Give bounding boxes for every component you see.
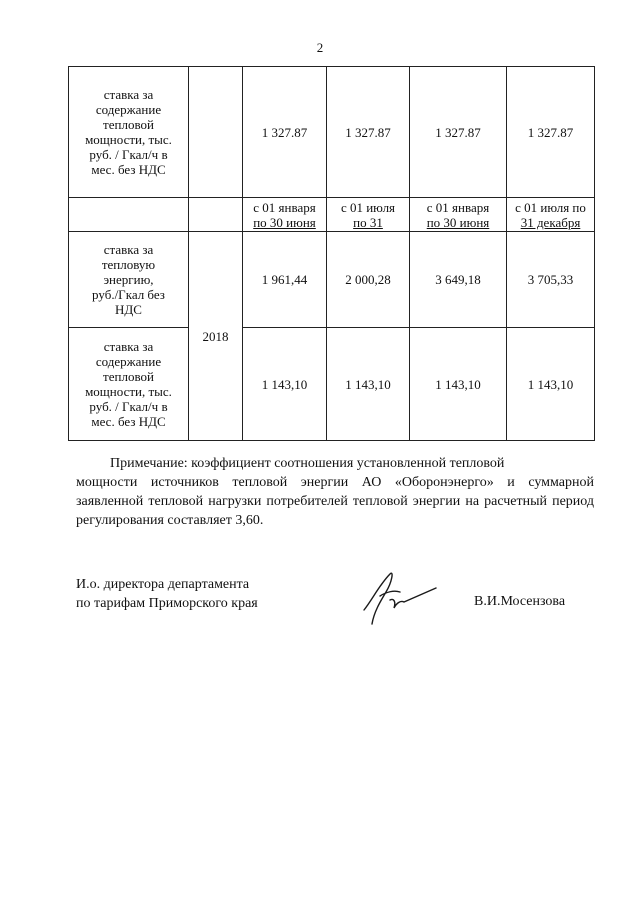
value-cell: 1 143,10	[410, 328, 507, 441]
value-cell: 1 143,10	[243, 328, 327, 441]
rate-label-capacity: ставка за содержание тепловой мощности, тыс. руб. / Гкал/ч в мес. без НДС	[69, 67, 189, 198]
period-row	[69, 198, 595, 232]
signatory-title: И.о. директора департамента по тарифам Приморского края	[76, 577, 258, 611]
tariff-table	[68, 66, 595, 441]
table-row	[69, 232, 595, 328]
value-cell: 1 327.87	[507, 67, 595, 198]
empty-cell	[189, 198, 243, 232]
empty-cell	[69, 198, 189, 232]
period-cell: с 01 июля по 31 декабря	[507, 198, 595, 232]
period-cell: с 01 июля по 31	[327, 198, 410, 232]
page-number: 2	[316, 40, 324, 55]
signatory-name: В.И.Мосензова	[474, 594, 566, 609]
table-row	[69, 328, 595, 441]
rate-label-capacity: ставка за содержание тепловой мощности, тыс. руб. / Гкал/ч в мес. без НДС	[69, 328, 189, 441]
value-cell: 1 327.87	[410, 67, 507, 198]
handwritten-signature	[350, 566, 440, 628]
year-cell: 2018	[189, 232, 243, 441]
value-cell: 1 143,10	[327, 328, 410, 441]
value-cell: 3 705,33	[507, 232, 595, 328]
table-row	[69, 67, 595, 198]
rate-label-energy: ставка за тепловую энергию, руб./Гкал без НДС	[69, 232, 189, 328]
value-cell: 2 000,28	[327, 232, 410, 328]
note-text: мощности источников тепловой энергии АО «Оборонэнерго» и суммарной заявленной тепловой нагрузки потребителей тепловой энергии на расчетный период регулирования составляет 3,60.	[76, 475, 594, 528]
period-cell: с 01 января по 30 июня	[410, 198, 507, 232]
value-cell: 1 961,44	[243, 232, 327, 328]
value-cell: 1 327.87	[327, 67, 410, 198]
note-first-line: Примечание: коэффициент соотношения установленной тепловой	[110, 456, 505, 471]
year-cell-empty	[189, 67, 243, 198]
period-cell: с 01 января по 30 июня	[243, 198, 327, 232]
value-cell: 1 143,10	[507, 328, 595, 441]
note-paragraph	[76, 454, 594, 530]
value-cell: 1 327.87	[243, 67, 327, 198]
value-cell: 3 649,18	[410, 232, 507, 328]
